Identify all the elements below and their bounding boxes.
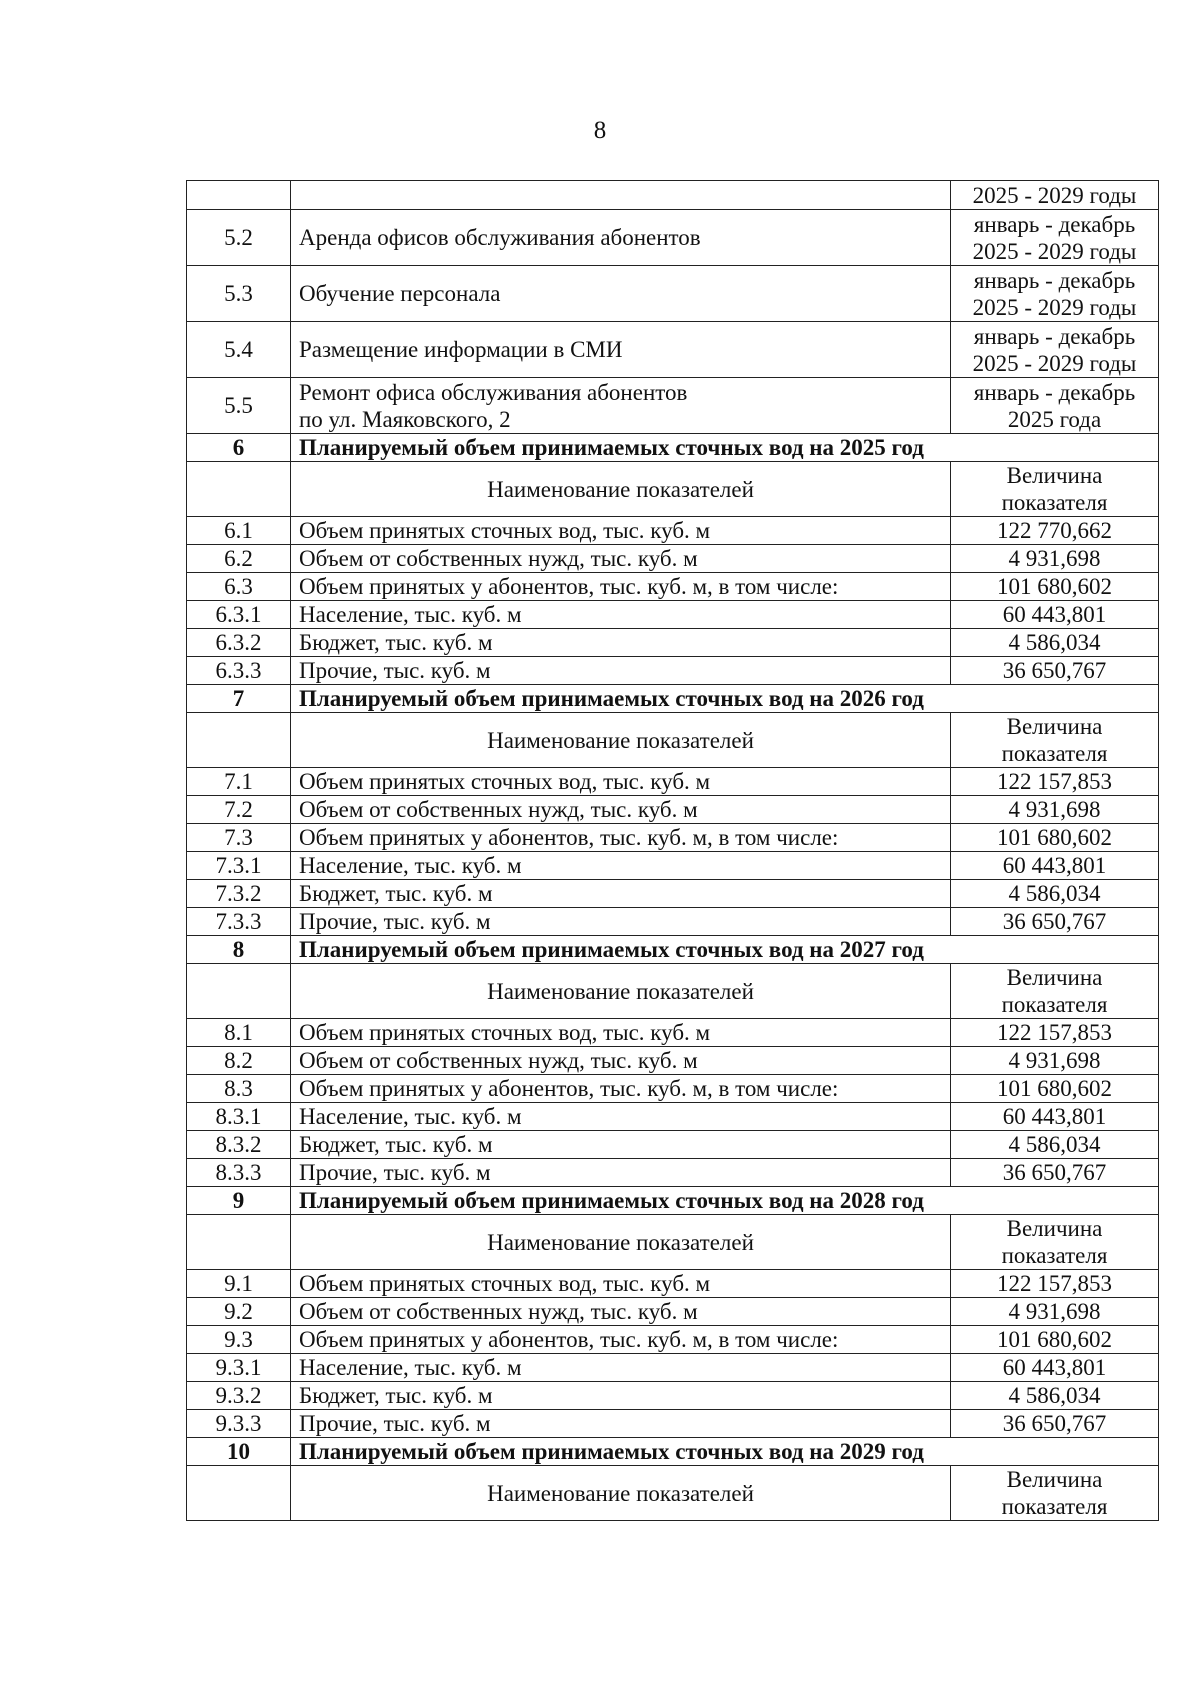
row-text-cell: Население, тыс. куб. м [291, 852, 951, 880]
row-number-cell [187, 713, 291, 768]
row-number-cell [187, 964, 291, 1019]
value-cell: 4 586,034 [951, 1131, 1159, 1159]
header-value-line: показателя [1001, 741, 1108, 766]
value-cell: 60 443,801 [951, 601, 1159, 629]
row-text-cell: Бюджет, тыс. куб. м [291, 1131, 951, 1159]
value-cell: 36 650,767 [951, 908, 1159, 936]
row-number-cell: 5.3 [187, 266, 291, 322]
section-title-cell: Планируемый объем принимаемых сточных вод на 2027 год [291, 936, 1159, 964]
row-text-cell: Прочие, тыс. куб. м [291, 1159, 951, 1187]
table-row [187, 1159, 1159, 1187]
row-number-cell: 8.3.3 [187, 1159, 291, 1187]
row-number-cell: 7.3 [187, 824, 291, 852]
row-number-cell: 9.2 [187, 1298, 291, 1326]
value-cell: 4 931,698 [951, 545, 1159, 573]
section-number-cell: 7 [187, 685, 291, 713]
column-header-value [951, 1215, 1159, 1270]
date-line: январь - декабрь [973, 379, 1136, 405]
section-number-cell: 6 [187, 434, 291, 462]
row-number-cell: 9.3.2 [187, 1382, 291, 1410]
row-number-cell: 8.3.2 [187, 1131, 291, 1159]
table-row [187, 713, 1159, 768]
row-number-cell: 7.2 [187, 796, 291, 824]
row-number-cell: 7.1 [187, 768, 291, 796]
row-number-cell: 5.5 [187, 378, 291, 434]
value-cell: 122 157,853 [951, 1270, 1159, 1298]
row-text-cell: Прочие, тыс. куб. м [291, 1410, 951, 1438]
row-number-cell: 7.3.2 [187, 880, 291, 908]
row-text-cell: Объем от собственных нужд, тыс. куб. м [291, 1298, 951, 1326]
date-line: 2025 - 2029 годы [972, 238, 1137, 264]
value-cell: 122 157,853 [951, 1019, 1159, 1047]
header-value-line: показателя [1001, 1494, 1108, 1519]
table-row [187, 964, 1159, 1019]
row-text-cell: Объем принятых сточных вод, тыс. куб. м [291, 1270, 951, 1298]
table-row [187, 517, 1159, 545]
column-header-name: Наименование показателей [291, 1466, 951, 1521]
row-text-cell: Объем принятых у абонентов, тыс. куб. м, в том числе: [291, 1326, 951, 1354]
date-cell [951, 322, 1159, 378]
table-row [187, 1019, 1159, 1047]
date-cell [951, 378, 1159, 434]
table-row [187, 266, 1159, 322]
table-row [187, 1354, 1159, 1382]
table-row [187, 1326, 1159, 1354]
date-line: 2025 - 2029 годы [972, 350, 1137, 376]
table-row [187, 462, 1159, 517]
column-header-value [951, 713, 1159, 768]
header-value-line: Величина [1006, 1467, 1103, 1492]
table-row [187, 1131, 1159, 1159]
section-title-cell: Планируемый объем принимаемых сточных вод на 2026 год [291, 685, 1159, 713]
row-number-cell: 8.1 [187, 1019, 291, 1047]
row-text-cell: Размещение информации в СМИ [291, 322, 951, 378]
table-row [187, 1270, 1159, 1298]
date-line: январь - декабрь [973, 323, 1136, 349]
row-number-cell: 8.3.1 [187, 1103, 291, 1131]
date-line: январь - декабрь [973, 211, 1136, 237]
date-cell [951, 266, 1159, 322]
row-number-cell: 7.3.1 [187, 852, 291, 880]
table-row [187, 1103, 1159, 1131]
column-header-value [951, 462, 1159, 517]
value-cell: 36 650,767 [951, 1410, 1159, 1438]
value-cell: 4 586,034 [951, 1382, 1159, 1410]
column-header-name: Наименование показателей [291, 713, 951, 768]
row-text-cell: Объем принятых у абонентов, тыс. куб. м, в том числе: [291, 824, 951, 852]
date-line: 2025 - 2029 годы [972, 294, 1137, 320]
table-row [187, 1047, 1159, 1075]
row-text-line: по ул. Маяковского, 2 [299, 406, 511, 432]
header-value-line: показателя [1001, 1243, 1108, 1268]
row-number-cell: 9.1 [187, 1270, 291, 1298]
page-number: 8 [593, 117, 607, 144]
row-number-cell: 5.4 [187, 322, 291, 378]
table-row [187, 1298, 1159, 1326]
value-cell: 4 931,698 [951, 1298, 1159, 1326]
row-number-cell: 5.2 [187, 210, 291, 266]
column-header-name: Наименование показателей [291, 964, 951, 1019]
row-number-cell [187, 1215, 291, 1270]
date-cell [951, 210, 1159, 266]
date-line: январь - декабрь [973, 267, 1136, 293]
row-text-cell: Объем принятых сточных вод, тыс. куб. м [291, 1019, 951, 1047]
value-cell: 101 680,602 [951, 1075, 1159, 1103]
value-cell: 60 443,801 [951, 1354, 1159, 1382]
table-row [187, 685, 1159, 713]
table-row [187, 852, 1159, 880]
table-row [187, 573, 1159, 601]
table-row [187, 1466, 1159, 1521]
column-header-name: Наименование показателей [291, 1215, 951, 1270]
table-row [187, 434, 1159, 462]
row-text-line: Ремонт офиса обслуживания абонентов [299, 379, 688, 405]
row-number-cell: 6.2 [187, 545, 291, 573]
row-text-cell: Бюджет, тыс. куб. м [291, 1382, 951, 1410]
row-text-cell: Объем от собственных нужд, тыс. куб. м [291, 796, 951, 824]
section-number-cell: 9 [187, 1187, 291, 1215]
table-row [187, 1075, 1159, 1103]
row-text-cell: Аренда офисов обслуживания абонентов [291, 210, 951, 266]
table-row [187, 1438, 1159, 1466]
column-header-value [951, 964, 1159, 1019]
row-text-cell: Население, тыс. куб. м [291, 1103, 951, 1131]
table-row [187, 181, 1159, 210]
date-cell: 2025 - 2029 годы [951, 181, 1159, 210]
table-row [187, 880, 1159, 908]
value-cell: 101 680,602 [951, 573, 1159, 601]
value-cell: 122 770,662 [951, 517, 1159, 545]
row-number-cell [187, 462, 291, 517]
row-number-cell: 9.3.1 [187, 1354, 291, 1382]
table-row [187, 545, 1159, 573]
column-header-value [951, 1466, 1159, 1521]
value-cell: 4 931,698 [951, 796, 1159, 824]
table-row [187, 1410, 1159, 1438]
value-cell: 60 443,801 [951, 1103, 1159, 1131]
row-text-cell: Объем от собственных нужд, тыс. куб. м [291, 545, 951, 573]
row-number-cell: 6.3.2 [187, 629, 291, 657]
value-cell: 60 443,801 [951, 852, 1159, 880]
row-number-cell: 9.3 [187, 1326, 291, 1354]
row-number-cell [187, 1466, 291, 1521]
section-title-cell: Планируемый объем принимаемых сточных вод на 2029 год [291, 1438, 1159, 1466]
table-row [187, 1382, 1159, 1410]
row-number-cell: 8.3 [187, 1075, 291, 1103]
value-cell: 4 586,034 [951, 880, 1159, 908]
table-row [187, 936, 1159, 964]
plan-table [186, 180, 1159, 1521]
table-row [187, 629, 1159, 657]
row-text-cell: Прочие, тыс. куб. м [291, 908, 951, 936]
header-value-line: показателя [1001, 992, 1108, 1017]
header-value-line: Величина [1006, 714, 1103, 739]
header-value-line: показателя [1001, 490, 1108, 515]
row-text-cell [291, 378, 951, 434]
table-row [187, 796, 1159, 824]
row-number-cell: 6.1 [187, 517, 291, 545]
value-cell: 101 680,602 [951, 824, 1159, 852]
value-cell: 4 931,698 [951, 1047, 1159, 1075]
row-number-cell: 6.3 [187, 573, 291, 601]
row-text-cell: Бюджет, тыс. куб. м [291, 880, 951, 908]
value-cell: 36 650,767 [951, 1159, 1159, 1187]
row-text-cell: Объем от собственных нужд, тыс. куб. м [291, 1047, 951, 1075]
table-row [187, 657, 1159, 685]
row-text-cell: Обучение персонала [291, 266, 951, 322]
header-value-line: Величина [1006, 1216, 1103, 1241]
value-cell: 36 650,767 [951, 657, 1159, 685]
header-value-line: Величина [1006, 965, 1103, 990]
row-text-cell: Объем принятых сточных вод, тыс. куб. м [291, 517, 951, 545]
header-value-line: Величина [1006, 463, 1103, 488]
date-line: 2025 года [1007, 406, 1102, 432]
row-number-cell [187, 181, 291, 210]
table-row [187, 768, 1159, 796]
value-cell: 101 680,602 [951, 1326, 1159, 1354]
column-header-name: Наименование показателей [291, 462, 951, 517]
row-text-cell: Население, тыс. куб. м [291, 1354, 951, 1382]
section-number-cell: 10 [187, 1438, 291, 1466]
row-number-cell: 6.3.1 [187, 601, 291, 629]
value-cell: 122 157,853 [951, 768, 1159, 796]
table-row [187, 601, 1159, 629]
value-cell: 4 586,034 [951, 629, 1159, 657]
row-text-cell: Объем принятых у абонентов, тыс. куб. м, в том числе: [291, 1075, 951, 1103]
table-row [187, 1187, 1159, 1215]
table-row [187, 1215, 1159, 1270]
row-number-cell: 9.3.3 [187, 1410, 291, 1438]
table-row [187, 824, 1159, 852]
row-text-cell: Бюджет, тыс. куб. м [291, 629, 951, 657]
row-text-cell [291, 181, 951, 210]
table-row [187, 908, 1159, 936]
section-number-cell: 8 [187, 936, 291, 964]
table-row [187, 378, 1159, 434]
row-number-cell: 8.2 [187, 1047, 291, 1075]
row-number-cell: 6.3.3 [187, 657, 291, 685]
table-row [187, 210, 1159, 266]
table-row [187, 322, 1159, 378]
section-title-cell: Планируемый объем принимаемых сточных вод на 2025 год [291, 434, 1159, 462]
row-text-cell: Население, тыс. куб. м [291, 601, 951, 629]
row-text-cell: Объем принятых у абонентов, тыс. куб. м, в том числе: [291, 573, 951, 601]
section-title-cell: Планируемый объем принимаемых сточных вод на 2028 год [291, 1187, 1159, 1215]
row-text-cell: Прочие, тыс. куб. м [291, 657, 951, 685]
row-text-cell: Объем принятых сточных вод, тыс. куб. м [291, 768, 951, 796]
row-number-cell: 7.3.3 [187, 908, 291, 936]
